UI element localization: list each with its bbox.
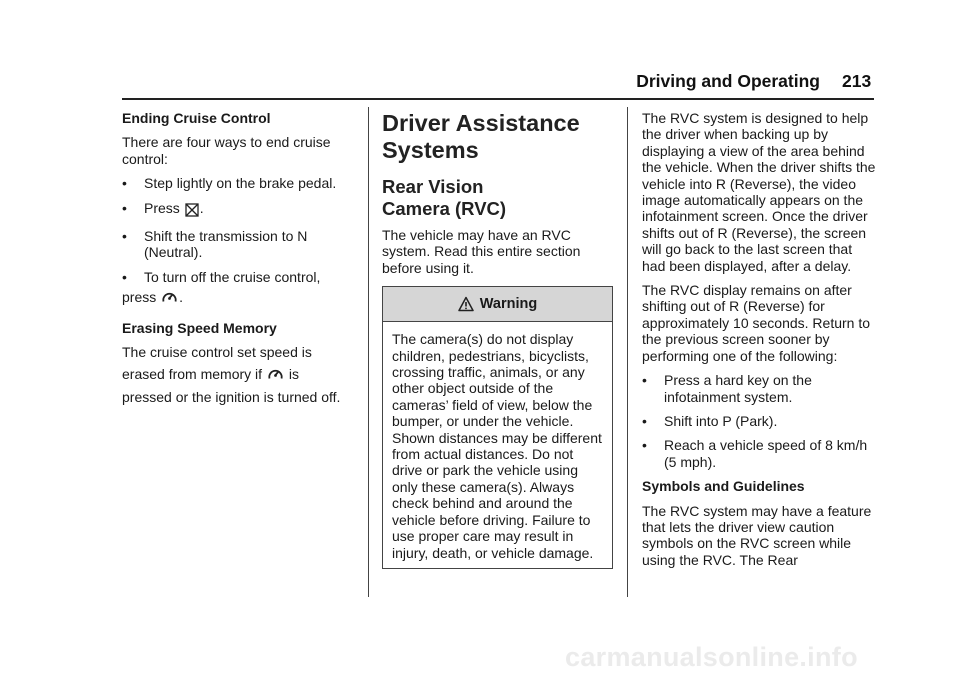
heading-line: Camera (RVC) — [382, 198, 507, 219]
bullet-marker: • — [642, 412, 647, 429]
bullet-marker: • — [122, 268, 127, 285]
bullet-text: Reach a vehicle speed of 8 km/h (5 mph). — [664, 437, 868, 470]
bullet-press-word: press — [122, 289, 157, 306]
warning-box — [382, 286, 613, 569]
page-header-title: Driving and Operating — [636, 71, 820, 91]
column-divider-right — [627, 107, 628, 597]
bullet-text: Shift the transmission to N (Neutral). — [144, 228, 308, 261]
right-column — [642, 110, 878, 576]
bullet-marker: • — [122, 228, 127, 245]
rvc-display-duration: The RVC display remains on after shifting out of R (Reverse) for approximately 10 seconds. Return to the previous screen sooner by performing one of the following: — [642, 282, 871, 364]
warning-text: The camera(s) do not display children, pedestrians, bicyclists, crossing traffic, animals, or any other object outside of the cameras’ field of view, below the bumper, or under the vehicle. Shown distances may be different from actual distances. Do not drive or park the vehicle using only these camera(s). Always check behind and around the vehicle before driving. Failure to use proper care may result in injury, death, or vehicle damage. — [392, 331, 602, 561]
bullet-brake — [122, 175, 358, 191]
bullet-text: Step lightly on the brake pedal. — [144, 175, 337, 192]
rvc-description: The RVC system is designed to help the driver when backing up by displaying a view of the area behind the vehicle. When the driver shifts the vehicle into R (Reverse), the video image automatically appears on the infotainment screen. Once the driver shifts out of R (Reverse), the screen will go back to the last screen that had been displayed, after a delay. — [642, 110, 876, 274]
erasing-speed-line3: pressed or the ignition is turned off. — [122, 388, 341, 405]
warning-title: Warning — [479, 296, 538, 313]
bullet-marker: • — [122, 175, 127, 192]
bullet-text: Press a hard key on the infotainment system. — [664, 372, 812, 405]
warning-header — [383, 287, 612, 322]
bullet-neutral — [122, 228, 358, 261]
bullet-marker: • — [642, 372, 647, 389]
cruise-control-icon — [161, 289, 178, 309]
erasing-speed-heading: Erasing Speed Memory — [122, 319, 277, 336]
bullet-text: Shift into P (Park). — [664, 412, 778, 429]
middle-column — [382, 110, 613, 569]
warning-icon — [458, 296, 474, 312]
bullet-text: Press — [144, 199, 180, 216]
rvc-intro: The vehicle may have an RVC system. Read this entire section before using it. — [382, 227, 581, 276]
driver-assistance-heading — [382, 110, 613, 164]
bullet-suffix: . — [199, 199, 204, 216]
bullet-speed — [642, 437, 878, 470]
heading-line: Driver Assistance — [382, 110, 580, 136]
bullet-press-cancel — [122, 200, 358, 220]
erasing-speed-line2-pre: erased from memory if — [122, 366, 263, 383]
bullet-suffix: . — [179, 289, 184, 306]
symbols-guidelines-heading: Symbols and Guidelines — [642, 478, 805, 495]
rear-vision-camera-heading — [382, 176, 613, 220]
ending-cruise-intro: There are four ways to end cruise control: — [122, 134, 331, 167]
heading-line: Systems — [382, 137, 479, 163]
left-column — [122, 110, 358, 413]
erasing-speed-line2-post: is — [288, 366, 299, 383]
header-rule — [122, 98, 874, 100]
heading-line: Rear Vision — [382, 176, 484, 197]
watermark: carmanualsonline.info — [565, 642, 858, 672]
bullet-marker: • — [642, 437, 647, 454]
bullet-park — [642, 413, 878, 429]
cruise-cancel-icon — [185, 203, 199, 220]
bullet-hard-key — [642, 372, 878, 405]
bullet-turn-off — [122, 269, 358, 285]
cruise-control-icon — [267, 366, 284, 386]
symbols-description: The RVC system may have a feature that lets the driver view caution symbols on the RVC screen while using the RVC. The Rear — [642, 502, 872, 568]
bullet-marker: • — [122, 199, 127, 216]
ending-cruise-heading: Ending Cruise Control — [122, 110, 271, 126]
column-divider-left — [368, 107, 369, 597]
page-number: 213 — [842, 71, 872, 91]
bullet-text: To turn off the cruise control, — [144, 268, 321, 285]
erasing-speed-line1: The cruise control set speed is — [122, 344, 312, 361]
